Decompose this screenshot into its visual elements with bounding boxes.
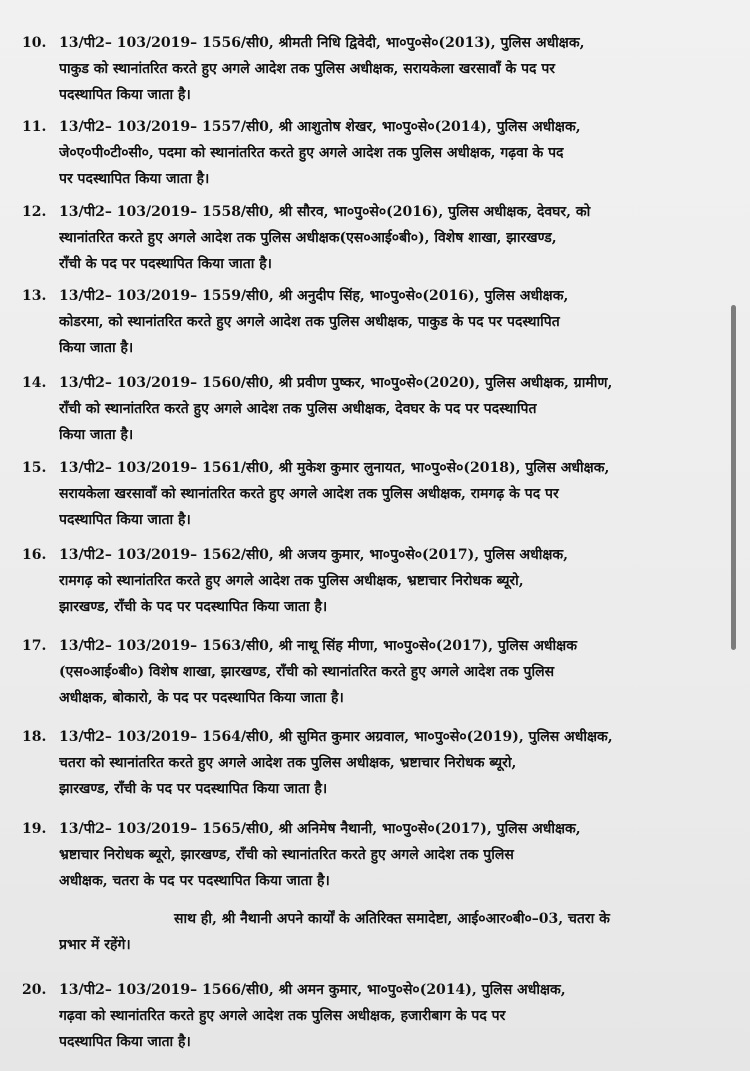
text-line: सरायकेला खरसावाँ को स्थानांतरित करते हुए अगले आदेश तक पुलिस अधीक्षक, रामगढ़ के पद पर — [59, 486, 559, 502]
entry-text — [59, 542, 719, 620]
entry-text — [59, 30, 719, 108]
entry-number: 20. — [22, 982, 47, 998]
entry-text — [59, 114, 719, 192]
text-line: राँची के पद पर पदस्थापित किया जाता है। — [59, 256, 272, 272]
entry-text — [59, 283, 719, 361]
scrollbar[interactable] — [731, 305, 736, 650]
text-line: गढ़वा को स्थानांतरित करते हुए अगले आदेश तक पुलिस अधीक्षक, हजारीबाग के पद पर — [59, 1008, 506, 1024]
text-line: कोडरमा, को स्थानांतरित करते हुए अगले आदेश तक पुलिस अधीक्षक, पाकुड के पद पर पदस्थापित — [59, 314, 560, 330]
text-line: (एस०आई०बी०) विशेष शाखा, झारखण्ड, राँची को स्थानांतरित करते हुए अगले आदेश तक पुलिस — [59, 664, 555, 680]
entry-number: 14. — [22, 375, 47, 391]
entry-number: 10. — [22, 35, 47, 51]
entry-number: 15. — [22, 460, 47, 476]
text-line: 13/पी2– 103/2019– 1558/सी0, श्री सौरव, भा०पु०से०(2016), पुलिस अधीक्षक, देवघर, को — [59, 204, 591, 220]
text-line: 13/पी2– 103/2019– 1559/सी0, श्री अनुदीप सिंह, भा०पु०से०(2016), पुलिस अधीक्षक, — [59, 288, 569, 304]
text-line: अधीक्षक, चतरा के पद पर पदस्थापित किया जाता है। — [59, 873, 330, 889]
text-line: 13/पी2– 103/2019– 1561/सी0, श्री मुकेश कुमार लुनायत, भा०पु०से०(2018), पुलिस अधीक्षक, — [59, 460, 610, 476]
text-line: स्थानांतरित करते हुए अगले आदेश तक पुलिस अधीक्षक(एस०आई०बी०), विशेष शाखा, झारखण्ड, — [59, 230, 557, 246]
text-line: 13/पी2– 103/2019– 1563/सी0, श्री नाथू सिंह मीणा, भा०पु०से०(2017), पुलिस अधीक्षक — [59, 638, 577, 654]
entry-number: 12. — [22, 204, 47, 220]
text-line: चतरा को स्थानांतरित करते हुए अगले आदेश तक पुलिस अधीक्षक, भ्रष्टाचार निरोधक ब्यूरो, — [59, 755, 517, 771]
text-line: 13/पी2– 103/2019– 1556/सी0, श्रीमती निधि द्विवेदी, भा०पु०से०(2013), पुलिस अधीक्षक, — [59, 35, 585, 51]
text-line: 13/पी2– 103/2019– 1565/सी0, श्री अनिमेष नैथानी, भा०पु०से०(2017), पुलिस अधीक्षक, — [59, 821, 581, 837]
note-line: साथ ही, श्री नैथानी अपने कार्यों के अतिरिक्त समादेष्टा, आई०आर०बी०–03, चतरा के — [174, 911, 610, 927]
entry-number: 18. — [22, 729, 47, 745]
text-line: पदस्थापित किया जाता है। — [59, 1034, 191, 1050]
text-line: 13/पी2– 103/2019– 1557/सी0, श्री आशुतोष शेखर, भा०पु०से०(2014), पुलिस अधीक्षक, — [59, 119, 581, 135]
text-line: 13/पी2– 103/2019– 1566/सी0, श्री अमन कुमार, भा०पु०से०(2014), पुलिस अधीक्षक, — [59, 982, 566, 998]
text-line: पदस्थापित किया जाता है। — [59, 512, 191, 528]
entry-text — [59, 370, 719, 448]
text-line: भ्रष्टाचार निरोधक ब्यूरो, झारखण्ड, राँची को स्थानांतरित करते हुए अगले आदेश तक पुलिस — [59, 847, 514, 863]
entry-text — [59, 816, 719, 894]
text-line: 13/पी2– 103/2019– 1562/सी0, श्री अजय कुमार, भा०पु०से०(2017), पुलिस अधीक्षक, — [59, 547, 569, 563]
text-line: झारखण्ड, राँची के पद पर पदस्थापित किया जाता है। — [59, 599, 328, 615]
text-line: किया जाता है। — [59, 340, 134, 356]
entry-number: 16. — [22, 547, 47, 563]
entry-number: 17. — [22, 638, 47, 654]
text-line: रामगढ़ को स्थानांतरित करते हुए अगले आदेश तक पुलिस अधीक्षक, भ्रष्टाचार निरोधक ब्यूरो, — [59, 573, 524, 589]
text-line: किया जाता है। — [59, 427, 134, 443]
text-line: पदस्थापित किया जाता है। — [59, 87, 191, 103]
note-line: प्रभार में रहेंगे। — [59, 937, 131, 953]
entry-number: 19. — [22, 821, 47, 837]
entry-text — [59, 199, 719, 277]
entry-text — [59, 633, 719, 711]
text-line: पाकुड को स्थानांतरित करते हुए अगले आदेश तक पुलिस अधीक्षक, सरायकेला खरसावाँ के पद पर — [59, 61, 556, 77]
text-line: राँची को स्थानांतरित करते हुए अगले आदेश तक पुलिस अधीक्षक, देवघर के पद पर पदस्थापित — [59, 401, 537, 417]
text-line: पर पदस्थापित किया जाता है। — [59, 171, 210, 187]
additional-charge-note — [59, 906, 719, 958]
entry-number: 13. — [22, 288, 47, 304]
text-line: जे०ए०पी०टी०सी०, पदमा को स्थानांतरित करते हुए अगले आदेश तक पुलिस अधीक्षक, गढ़वा के पद — [59, 145, 564, 161]
entry-text — [59, 455, 719, 533]
entry-text — [59, 724, 719, 802]
text-line: अधीक्षक, बोकारो, के पद पर पदस्थापित किया जाता है। — [59, 690, 344, 706]
entry-text — [59, 977, 719, 1055]
text-line: 13/पी2– 103/2019– 1560/सी0, श्री प्रवीण पुष्कर, भा०पु०से०(2020), पुलिस अधीक्षक, ग्रामीण, — [59, 375, 613, 391]
entry-number: 11. — [22, 119, 47, 135]
text-line: झारखण्ड, राँची के पद पर पदस्थापित किया जाता है। — [59, 781, 328, 797]
text-line: 13/पी2– 103/2019– 1564/सी0, श्री सुमित कुमार अग्रवाल, भा०पु०से०(2019), पुलिस अधीक्षक, — [59, 729, 613, 745]
